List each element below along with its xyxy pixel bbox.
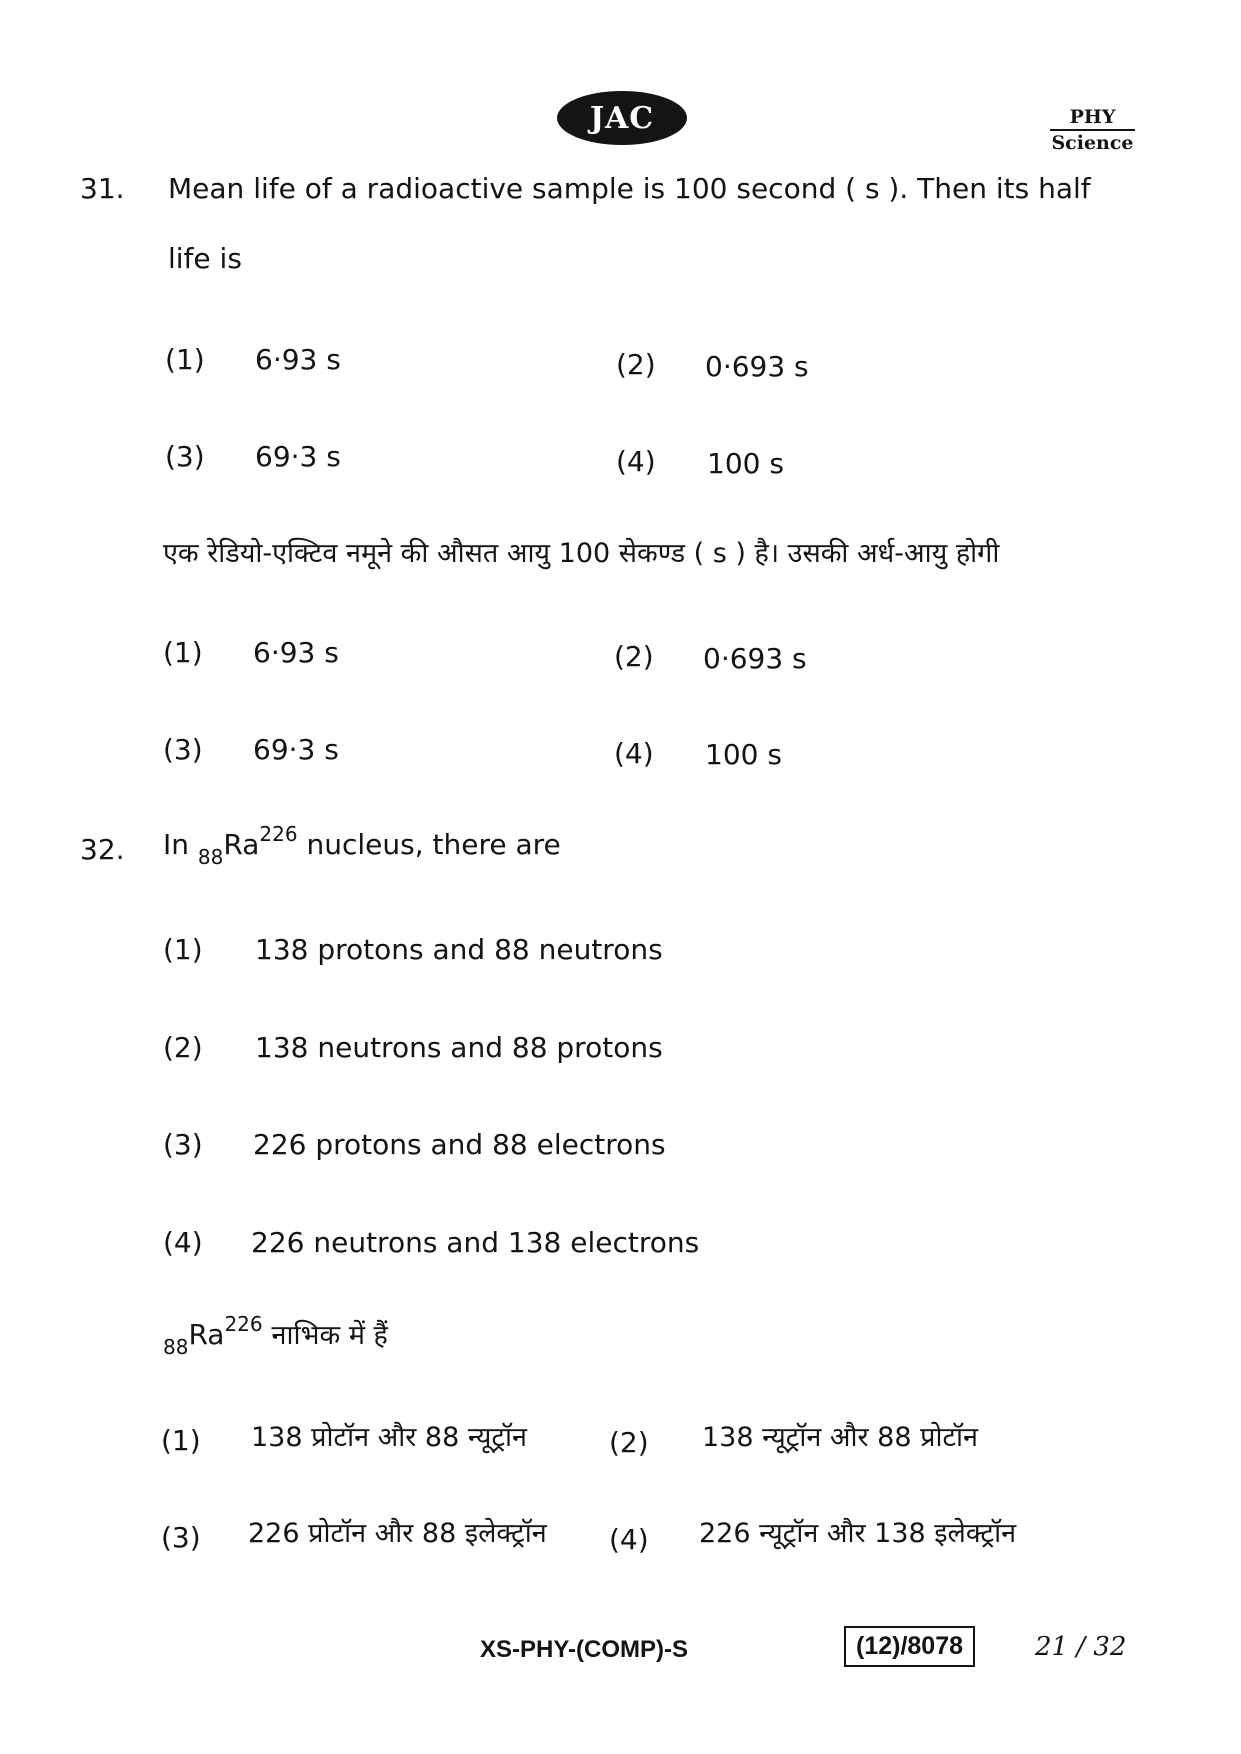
q31-en-option-1-text: 6·93 s	[255, 343, 341, 376]
subject-top: PHY	[1050, 106, 1135, 131]
q31-hi-option-4-number: (4)	[614, 737, 654, 770]
page-number: 21 / 32	[1035, 1632, 1127, 1662]
q31-en-option-4-text: 100 s	[707, 447, 784, 480]
q32-en-option-4-number: (4)	[163, 1226, 203, 1259]
question-32-prefix: In	[163, 828, 190, 861]
q31-en-option-2-number: (2)	[616, 348, 656, 381]
q32-hi-option-3-text: 226 प्रोटॉन और 88 इलेक्ट्रॉन	[248, 1518, 547, 1549]
q32-hi-option-2-number: (2)	[609, 1426, 649, 1459]
q32-en-option-1-text: 138 protons and 88 neutrons	[255, 933, 663, 966]
question-31-text-line2: life is	[168, 242, 242, 275]
question-31-text-line1: Mean life of a radioactive sample is 100 second ( s ). Then its half	[168, 172, 1091, 205]
q32-en-option-2-text: 138 neutrons and 88 protons	[255, 1031, 663, 1064]
q31-en-option-3-number: (3)	[165, 440, 205, 473]
jac-logo	[557, 91, 687, 145]
q32-hi-option-2-text: 138 न्यूट्रॉन और 88 प्रोटॉन	[702, 1422, 979, 1453]
subject-label	[1040, 106, 1145, 154]
question-number-31: 31.	[80, 172, 125, 205]
question-32-text-hindi	[163, 1312, 388, 1359]
q32-hi-option-1-number: (1)	[161, 1424, 201, 1457]
element-symbol: Ra	[223, 828, 260, 861]
q32-en-option-3-text: 226 protons and 88 electrons	[253, 1128, 666, 1161]
q32-en-option-2-number: (2)	[163, 1031, 203, 1064]
q32-en-option-1-number: (1)	[163, 933, 203, 966]
q31-hi-option-3-text: 69·3 s	[253, 733, 339, 766]
atomic-number-hindi: 88	[163, 1335, 189, 1359]
q31-en-option-1-number: (1)	[165, 343, 205, 376]
q32-hi-option-3-number: (3)	[161, 1521, 201, 1554]
q31-hi-option-1-number: (1)	[163, 636, 203, 669]
paper-code: XS-PHY-(COMP)-S	[480, 1636, 689, 1663]
q31-hi-option-2-text: 0·693 s	[703, 642, 807, 675]
q31-en-option-2-text: 0·693 s	[705, 350, 809, 383]
q31-hi-option-4-text: 100 s	[705, 738, 782, 771]
paper-set-code: (12)/8078	[844, 1626, 975, 1667]
q32-hi-option-4-text: 226 न्यूट्रॉन और 138 इलेक्ट्रॉन	[699, 1518, 1017, 1549]
atomic-number: 88	[197, 845, 224, 869]
q32-en-option-4-text: 226 neutrons and 138 electrons	[251, 1226, 700, 1259]
question-31-text-hindi: एक रेडियो-एक्टिव नमूने की औसत आयु 100 सेकण्ड ( s ) है। उसकी अर्ध-आयु होगी	[163, 538, 1000, 569]
q31-en-option-4-number: (4)	[616, 445, 656, 478]
q31-en-option-3-text: 69·3 s	[255, 440, 341, 473]
logo-text: JAC	[589, 100, 655, 136]
question-32-suffix: nucleus, there are	[306, 828, 561, 861]
mass-number: 226	[259, 822, 298, 846]
question-number-32: 32.	[80, 833, 125, 866]
element-symbol-hindi: Ra	[188, 1318, 225, 1351]
q31-hi-option-3-number: (3)	[163, 733, 203, 766]
q31-hi-option-1-text: 6·93 s	[253, 636, 339, 669]
mass-number-hindi: 226	[224, 1312, 263, 1336]
question-32-hindi-suffix: नाभिक में हैं	[271, 1320, 388, 1351]
question-32-text	[163, 822, 561, 869]
q32-hi-option-1-text: 138 प्रोटॉन और 88 न्यूट्रॉन	[251, 1422, 528, 1453]
q32-en-option-3-number: (3)	[163, 1128, 203, 1161]
q32-hi-option-4-number: (4)	[609, 1523, 649, 1556]
subject-bottom: Science	[1051, 132, 1134, 154]
q31-hi-option-2-number: (2)	[614, 640, 654, 673]
